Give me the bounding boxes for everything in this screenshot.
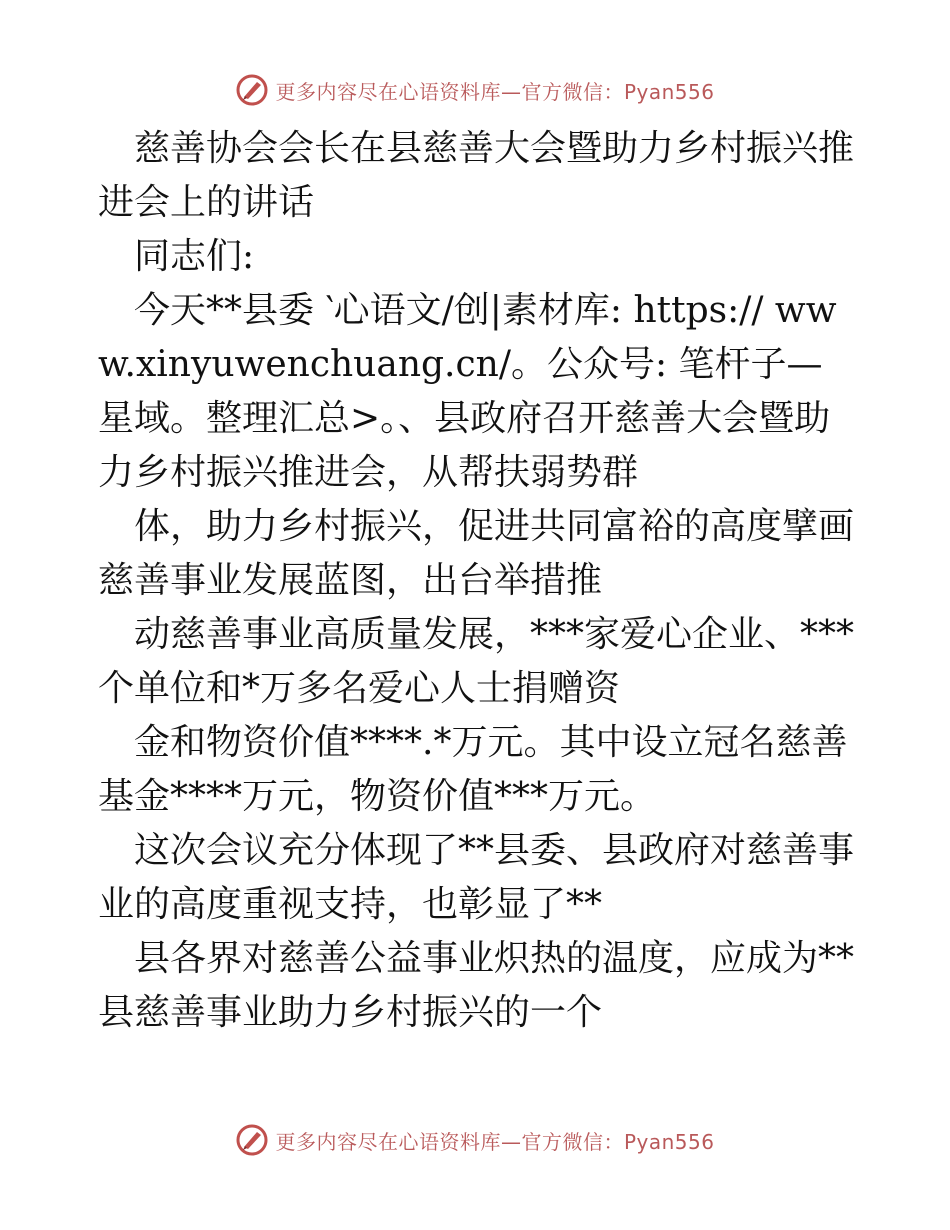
paragraph: 今天**县委 ‵心语文/创|素材库: https:// www.xinyuwenchuang.cn/。公众号: 笔杆子—星域。整理汇总>。、县政府召开慈善大会暨助力乡村振兴推进会，从帮扶弱势群: [98, 290, 837, 493]
footer-banner-text: 更多内容尽在心语资料库—官方微信：Pyan556: [275, 1129, 715, 1154]
paragraph: 金和物资价值****.*万元。其中设立冠名慈善基金****万元，物资价值***万元。: [98, 722, 848, 817]
brush-seal-icon: [235, 73, 269, 107]
paragraph: 动慈善事业高质量发展，***家爱心企业、***个单位和*万多名爱心人士捐赠资: [98, 614, 855, 709]
paragraph: 县各界对慈善公益事业炽热的温度，应成为**县慈善事业助力乡村振兴的一个: [98, 938, 855, 1033]
salutation: 同志们:: [134, 236, 255, 277]
footer-banner: [0, 1120, 950, 1160]
brush-seal-icon: [235, 1123, 269, 1157]
header-banner: [0, 70, 950, 110]
header-banner-text: 更多内容尽在心语资料库—官方微信：Pyan556: [275, 79, 715, 104]
document-title: 慈善协会会长在县慈善大会暨助力乡村振兴推进会上的讲话: [98, 128, 855, 223]
paragraph: 体，助力乡村振兴，促进共同富裕的高度擘画慈善事业发展蓝图，出台举措推: [98, 506, 855, 601]
paragraph: 这次会议充分体现了**县委、县政府对慈善事业的高度重视支持，也彰显了**: [98, 830, 855, 925]
document-body: [98, 122, 858, 1040]
